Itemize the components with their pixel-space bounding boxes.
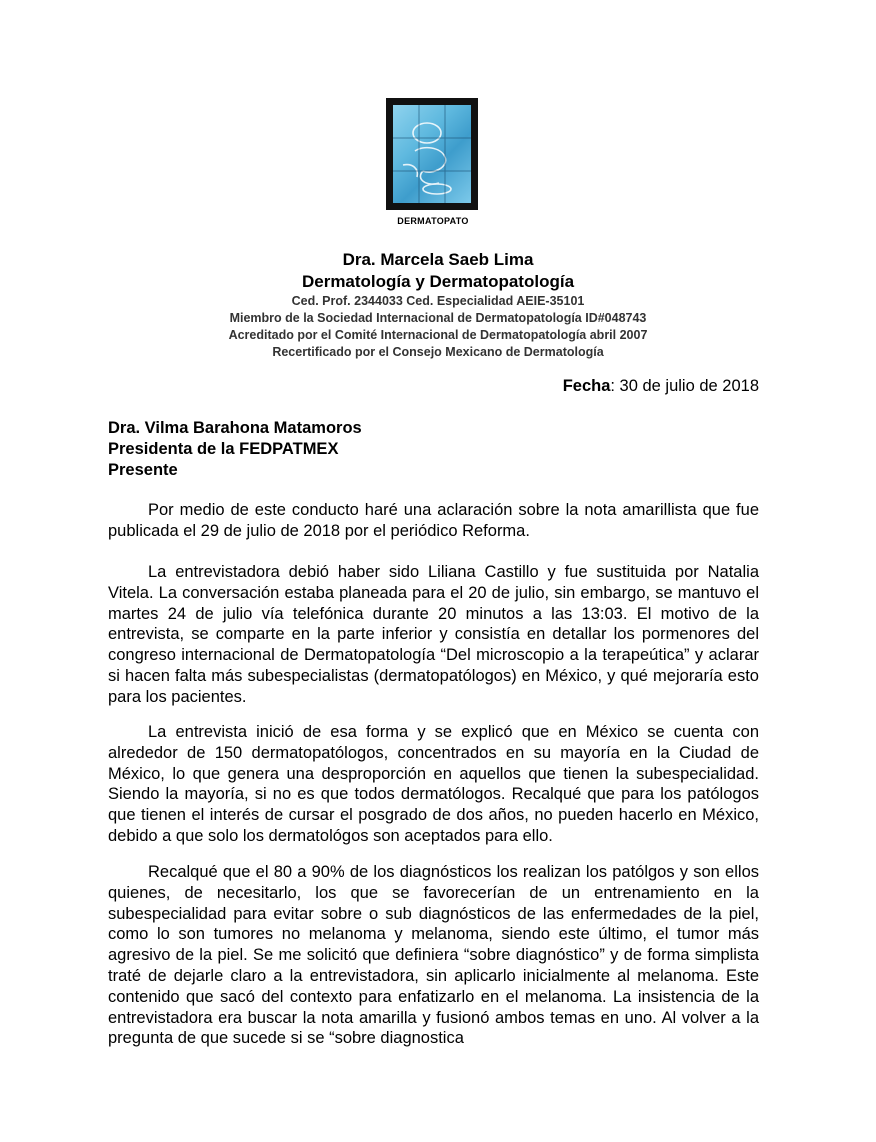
date-value: 30 de julio de 2018 (619, 377, 759, 395)
date-label: Fecha (562, 377, 611, 395)
date-colon: : (610, 377, 620, 395)
credential-line-4: Recertificado por el Consejo Mexicano de Dermatología (272, 345, 604, 359)
logo-image (393, 105, 471, 203)
doctor-specialty: Dermatología y Dermatopatología (301, 272, 575, 291)
body-paragraph-3: La entrevista inició de esa forma y se explicó que en México se cuenta con alrededor de 150 dermatopatólogos, concentrados en su mayoría en la Ciudad de México, lo que genera una desproporción en aquellos que tienen la subespecialidad. Siendo la mayoría, si no es que todos dermatólogos. Recalqué que para los patólogos que tienen el interés de cursar el posgrado de dos años, no pueden hacerlo en México, debido a que solo los dermatológos son aceptados para ello. (108, 723, 759, 845)
doctor-name: Dra. Marcela Saeb Lima (342, 250, 534, 269)
body-paragraph-4: Recalqué que el 80 a 90% de los diagnósticos los realizan los patólgos y son ellos quienes, de necesitarlo, los que se favorecerían de un entrenamiento en la subespecialidad para evitar sobre o sub diagnósticos de las enfermedades de la piel, como lo son tumores no melanoma y melanoma, siendo este último, el tumor más agresivo de la piel. Se me solicitó que definiera “sobre diagnóstico” y de forma simplista traté de dejarle claro a la entrevistadora, sin aplicarlo inicialmente al melanoma. Este contenido que sacó del contexto para enfatizarlo en el melanoma. La insistencia de la entrevistadora era buscar la nota amarilla y fusionó ambos temas en uno. Al volver a la pregunta de que sucede si se “sobre diagnostica (108, 863, 759, 1048)
body-paragraph-2: La entrevistadora debió haber sido Liliana Castillo y fue sustituida por Natalia Vitela. La conversación estaba planeada para el 20 de julio, sin embargo, se mantuvo el martes 24 de julio vía telefónica durante 20 minutos a las 13:03. El motivo de la entrevista, se comparte en la parte inferior y consistía en detallar los pormenores del congreso internacional de Dermatopatología “Del microscopio a la terapeútica” y aclarar si hacen falta más subespecialistas (dermatopatólogos) en México, y qué mejoraría esto para los pacientes. (108, 563, 759, 706)
addressee-name: Dra. Vilma Barahona Matamoros (108, 419, 362, 437)
dermatopato-logo (384, 98, 482, 232)
letter-date (563, 376, 759, 396)
credential-line-3: Acreditado por el Comité Internacional de Dermatopatología abril 2007 (228, 328, 648, 342)
addressee-salutation: Presente (108, 461, 178, 479)
credential-line-1: Ced. Prof. 2344033 Ced. Especialidad AEIE-35101 (291, 294, 585, 308)
credential-line-2: Miembro de la Sociedad Internacional de Dermatopatología ID#048743 (229, 311, 647, 325)
logo-text: DERMATOPATO (397, 216, 469, 226)
logo-frame (386, 98, 478, 210)
addressee-title: Presidenta de la FEDPATMEX (108, 440, 339, 458)
logo-artwork (393, 105, 471, 203)
body-paragraph-1: Por medio de este conducto haré una aclaración sobre la nota amarillista que fue publicada el 29 de julio de 2018 por el periódico Reforma. (108, 501, 759, 540)
